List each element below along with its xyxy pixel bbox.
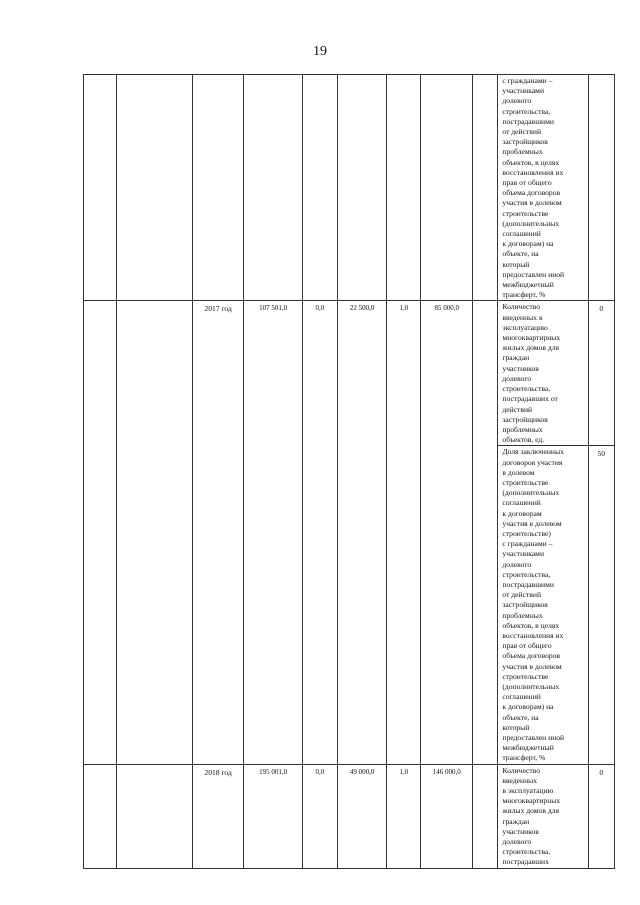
indicator-value	[588, 75, 614, 301]
indicator-value: 0	[588, 301, 614, 446]
value-cell: 85 000,0	[421, 301, 473, 764]
cell-empty	[387, 75, 421, 301]
value-cell: 0,0	[302, 301, 337, 764]
cell-empty	[116, 301, 192, 764]
indicator-name: Доля заключенных договоров участия в долевом строительстве (дополнительных соглашений к договорам участия в долевом строительстве) с гражданами – участниками долевого строительства, пострадавшими от действий застройщиков проблемных объектов, в целях восстановления их прав от общего объема договоров участия в долевом строительстве (дополнительных соглашений к договорам) на объекте, на который предоставлен иной межбюджетный трансферт, %	[498, 446, 588, 764]
cell-empty	[116, 75, 192, 301]
value-cell: 0,0	[302, 764, 337, 868]
cell-empty	[302, 75, 337, 301]
value-cell: 22 500,0	[337, 301, 386, 764]
table-row	[84, 301, 615, 446]
indicator-value: 50	[588, 446, 614, 764]
cell-empty	[84, 764, 117, 868]
cell-empty	[473, 764, 498, 868]
total-cell: 107 501,0	[244, 301, 302, 764]
page-number: 19	[313, 44, 327, 59]
indicator-value: 0	[588, 764, 614, 868]
cell-empty	[473, 301, 498, 764]
indicator-name: Количество введенных в эксплуатацию многоквартирных жилых домов для граждан участников долевого строительства, пострадавших	[498, 764, 588, 868]
indicator-name: с гражданами – участниками долевого строительства, пострадавшими от действий застройщиков проблемных объектов, в целях восстановления их прав от общего объема договоров участия в долевом строительстве (дополнительных соглашений к договорам) на объекте, на который предоставлен иной межбюджетный трансферт, %	[498, 75, 588, 301]
indicator-name: Количество введенных в эксплуатацию многоквартирных жилых домов для граждан участников долевого строительства, пострадавших от действий застройщиков проблемных объектов, ед.	[498, 301, 588, 446]
total-cell: 195 001,0	[244, 764, 302, 868]
table-row	[84, 764, 615, 868]
value-cell: 1,0	[387, 764, 421, 868]
table-row	[84, 75, 615, 301]
cell-empty	[84, 75, 117, 301]
year-cell: 2018 год	[192, 764, 244, 868]
year-cell: 2017 год	[192, 301, 244, 764]
budget-table	[83, 74, 615, 869]
value-cell: 146 000,0	[421, 764, 473, 868]
cell-empty	[244, 75, 302, 301]
value-cell: 49 000,0	[337, 764, 386, 868]
cell-empty	[116, 764, 192, 868]
cell-empty	[473, 75, 498, 301]
cell-empty	[84, 301, 117, 764]
cell-empty	[192, 75, 244, 301]
cell-empty	[421, 75, 473, 301]
value-cell: 1,0	[387, 301, 421, 764]
cell-empty	[337, 75, 386, 301]
